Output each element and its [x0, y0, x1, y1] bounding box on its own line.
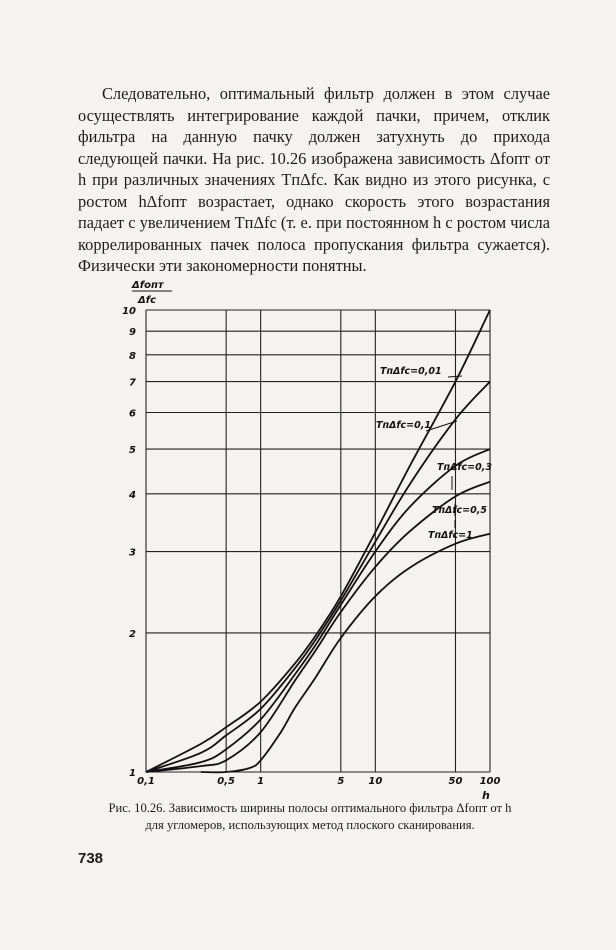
x-tick-label: 5 [337, 776, 345, 787]
series-line-3 [146, 449, 490, 772]
x-tick-label: 1 [257, 776, 265, 787]
chart-grid [146, 310, 490, 772]
curve-label-3: TпΔfc=0,3 [437, 462, 492, 473]
y-tick-labels [122, 306, 136, 779]
y-tick-label: 6 [129, 408, 136, 420]
x-tick-label: 0,1 [137, 776, 155, 787]
series-line-2 [146, 382, 490, 772]
curve-label-4: TпΔfc=0,5 [432, 505, 487, 516]
y-tick-label: 3 [129, 547, 136, 559]
y-tick-label: 1 [129, 768, 136, 779]
y-tick-label: 10 [122, 306, 136, 317]
y-tick-label: 9 [129, 327, 136, 339]
x-tick-label: 10 [368, 776, 383, 787]
curve-labels [376, 366, 492, 541]
curve-label-leader-1 [448, 376, 462, 377]
x-tick-label: 50 [448, 776, 463, 787]
y-axis-label-num: Δfопт [132, 280, 164, 291]
y-tick-label: 7 [129, 377, 136, 389]
curve-label-1: TпΔfc=0,01 [380, 366, 442, 377]
y-tick-label: 8 [129, 350, 136, 362]
page-number: 738 [78, 850, 104, 867]
x-tick-labels [137, 776, 500, 787]
x-tick-label: 0,5 [217, 776, 236, 787]
y-tick-label: 4 [129, 489, 136, 501]
series-line-5 [201, 534, 490, 773]
y-tick-label: 2 [129, 628, 136, 640]
figure-caption: Рис. 10.26. Зависимость ширины полосы оптимального фильтра Δfопт от h для угломеров, использующих метод плоского сканирования. [108, 801, 512, 832]
y-axis-label [131, 280, 172, 306]
curve-label-5: TпΔfc=1 [428, 530, 473, 541]
x-axis-label: h [482, 789, 490, 800]
curve-label-2: TпΔfc=0,1 [376, 420, 431, 431]
body-paragraph: Следовательно, оптимальный фильтр должен в этом случае осуществлять интегрирование каждой пачки, причем, отклик фильтра на данную пачку должен затухнуть до прихода следующей пачки. На рис. 10.26 изображена зависимость Δfопт от h при различных значениях TпΔfc. Как видно из этого рисунка, с ростом hΔfопт возрастает, однако скорость этого возрастания падает с увеличением TпΔfc (т. е. при постоянном h с ростом числа коррелированных пачек полоса пропускания фильтра сужается). Физически эти закономерности понятны. [78, 84, 550, 275]
y-axis-label-den: Δfc [138, 295, 157, 306]
y-tick-label: 5 [129, 445, 136, 457]
series-line-4 [146, 482, 490, 772]
chart-series [146, 310, 490, 772]
bandwidth-chart [110, 280, 510, 800]
series-line-1 [146, 310, 490, 772]
x-tick-label: 100 [479, 776, 501, 787]
